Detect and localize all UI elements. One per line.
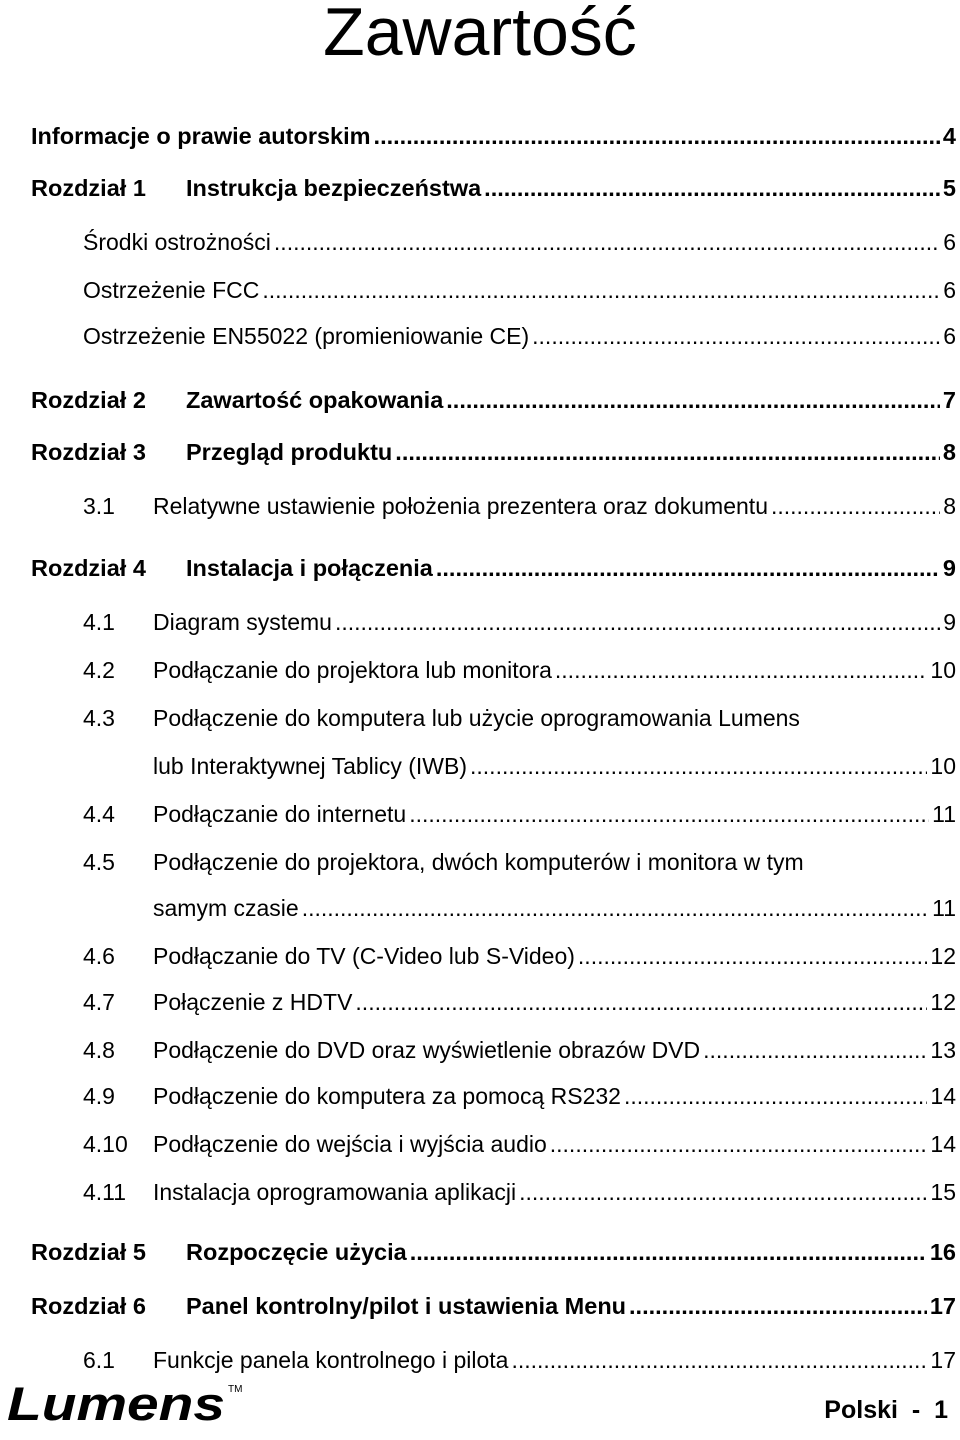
toc-dot-leader bbox=[484, 168, 940, 208]
toc-dot-leader bbox=[355, 982, 927, 1022]
toc-entry[interactable] bbox=[83, 1124, 956, 1164]
toc-dot-leader bbox=[274, 222, 940, 262]
toc-entry[interactable] bbox=[83, 486, 956, 526]
toc-entry[interactable] bbox=[83, 316, 956, 356]
toc-entry[interactable] bbox=[31, 168, 956, 208]
toc-entry-number: 4.1 bbox=[83, 609, 115, 635]
toc-entry[interactable] bbox=[31, 432, 956, 472]
toc-entry-page: 6 bbox=[943, 277, 956, 303]
footer-language: Polski bbox=[824, 1396, 898, 1424]
toc-entry[interactable] bbox=[31, 116, 956, 156]
toc-entry[interactable] bbox=[83, 1340, 956, 1380]
toc-entry-label: Ostrzeżenie EN55022 (promieniowanie CE) bbox=[83, 323, 530, 349]
toc-dot-leader bbox=[578, 936, 927, 976]
toc-entry-number: 4.10 bbox=[83, 1131, 128, 1157]
toc-entry-page: 6 bbox=[943, 229, 956, 255]
toc-dot-leader bbox=[436, 548, 940, 588]
toc-entry-label: Podłączenie do wejścia i wyjścia audio bbox=[153, 1131, 547, 1157]
toc-dot-leader bbox=[629, 1286, 927, 1326]
toc-entry-page: 12 bbox=[930, 989, 956, 1015]
toc-dot-leader bbox=[532, 316, 940, 356]
toc-entry[interactable] bbox=[31, 548, 956, 588]
toc-entry-label: Środki ostrożności bbox=[83, 229, 271, 255]
toc-entry[interactable] bbox=[153, 746, 956, 786]
toc-entry-page: 7 bbox=[942, 387, 956, 413]
toc-entry[interactable] bbox=[83, 270, 956, 310]
toc-dot-leader bbox=[395, 432, 940, 472]
toc-entry-number: Rozdział 2 bbox=[31, 387, 146, 413]
toc-entry-label: Instrukcja bezpieczeństwa bbox=[186, 175, 482, 201]
toc-dot-leader bbox=[302, 888, 929, 928]
toc-entry[interactable] bbox=[31, 380, 956, 420]
toc-entry[interactable] bbox=[83, 650, 956, 690]
toc-entry[interactable] bbox=[83, 842, 956, 882]
toc-dot-leader bbox=[624, 1076, 927, 1116]
toc-entry[interactable] bbox=[83, 936, 956, 976]
toc-entry-number: 4.2 bbox=[83, 657, 115, 683]
toc-entry-label: Funkcje panela kontrolnego i pilota bbox=[153, 1347, 509, 1373]
toc-dot-leader bbox=[409, 794, 929, 834]
toc-entry-number: 4.6 bbox=[83, 943, 115, 969]
toc-entry-label: Przegląd produktu bbox=[186, 439, 393, 465]
toc-entry-label: Zawartość opakowania bbox=[186, 387, 444, 413]
toc-entry-label: Podłączenie do projektora, dwóch komputerów i monitora w tym bbox=[153, 849, 804, 875]
toc-entry-label: samym czasie bbox=[153, 895, 299, 921]
toc-entry-number: 6.1 bbox=[83, 1347, 115, 1373]
toc-entry-number: Rozdział 4 bbox=[31, 555, 146, 581]
toc-entry-label: Podłączanie do projektora lub monitora bbox=[153, 657, 552, 683]
toc-entry-page: 12 bbox=[930, 943, 956, 969]
toc-dot-leader bbox=[555, 650, 928, 690]
toc-entry-number: Rozdział 1 bbox=[31, 175, 146, 201]
toc-dot-leader bbox=[374, 116, 940, 156]
toc-entry-number: Rozdział 5 bbox=[31, 1239, 146, 1265]
toc-entry[interactable] bbox=[83, 794, 956, 834]
toc-entry-number: 4.5 bbox=[83, 849, 115, 875]
toc-entry-page: 16 bbox=[929, 1239, 956, 1265]
page-title: Zawartość bbox=[323, 0, 637, 70]
toc-entry-label: Podłączanie do TV (C-Video lub S-Video) bbox=[153, 943, 575, 969]
toc-entry-label: Relatywne ustawienie położenia prezentera oraz dokumentu bbox=[153, 493, 768, 519]
toc-entry[interactable] bbox=[83, 602, 956, 642]
footer-separator: - bbox=[911, 1396, 921, 1424]
toc-entry-number: Rozdział 3 bbox=[31, 439, 146, 465]
toc-entry-label: Panel kontrolny/pilot i ustawienia Menu bbox=[186, 1293, 627, 1319]
toc-entry-number: Rozdział 6 bbox=[31, 1293, 146, 1319]
toc-entry[interactable] bbox=[83, 1030, 956, 1070]
toc-dot-leader bbox=[410, 1232, 927, 1272]
svg-text:Lumens: Lumens bbox=[7, 1378, 226, 1428]
toc-entry[interactable] bbox=[31, 1286, 956, 1326]
toc-entry-label: Instalacja oprogramowania aplikacji bbox=[153, 1179, 517, 1205]
toc-entry-number: 4.7 bbox=[83, 989, 115, 1015]
toc-entry-page: 6 bbox=[943, 323, 956, 349]
toc-entry-page: 11 bbox=[932, 895, 956, 921]
toc-entry-page: 8 bbox=[943, 493, 956, 519]
toc-entry-page: 10 bbox=[930, 657, 956, 683]
toc-entry[interactable] bbox=[83, 222, 956, 262]
toc-dot-leader bbox=[470, 746, 927, 786]
toc-entry-page: 8 bbox=[942, 439, 956, 465]
toc-dot-leader bbox=[335, 602, 940, 642]
toc-entry-label: Podłączenie do DVD oraz wyświetlenie obrazów DVD bbox=[153, 1037, 701, 1063]
toc-entry-page: 11 bbox=[932, 801, 956, 827]
toc-entry-label: Diagram systemu bbox=[153, 609, 332, 635]
toc-entry[interactable] bbox=[83, 698, 956, 738]
toc-entry-label: Rozpoczęcie użycia bbox=[186, 1239, 407, 1265]
toc-entry-label: Podłączanie do internetu bbox=[153, 801, 407, 827]
footer-page-label bbox=[824, 1396, 948, 1425]
svg-text:TM: TM bbox=[228, 1384, 243, 1395]
toc-entry-page: 14 bbox=[930, 1083, 956, 1109]
toc-entry-page: 10 bbox=[930, 753, 956, 779]
toc-entry[interactable] bbox=[83, 1172, 956, 1212]
footer-page-number: 1 bbox=[934, 1396, 948, 1424]
toc-dot-leader bbox=[519, 1172, 927, 1212]
toc-entry-label: Podłączenie do komputera za pomocą RS232 bbox=[153, 1083, 621, 1109]
toc-entry-label: lub Interaktywnej Tablicy (IWB) bbox=[153, 753, 468, 779]
toc-entry-page: 9 bbox=[943, 609, 956, 635]
toc-entry-number: 4.8 bbox=[83, 1037, 115, 1063]
toc-entry-page: 9 bbox=[942, 555, 956, 581]
toc-entry-label: Połączenie z HDTV bbox=[153, 989, 353, 1015]
toc-entry-label: Podłączenie do komputera lub użycie oprogramowania Lumens bbox=[153, 705, 800, 731]
toc-entry[interactable] bbox=[83, 1076, 956, 1116]
toc-dot-leader bbox=[550, 1124, 928, 1164]
toc-entry-number: 4.4 bbox=[83, 801, 115, 827]
toc-entry[interactable] bbox=[153, 888, 956, 928]
toc-entry-page: 15 bbox=[930, 1179, 956, 1205]
toc-entry-page: 5 bbox=[942, 175, 956, 201]
toc-entry-number: 4.3 bbox=[83, 705, 115, 731]
toc-entry-label: Instalacja i połączenia bbox=[186, 555, 433, 581]
toc-entry[interactable] bbox=[83, 982, 956, 1022]
toc-entry-number: 4.11 bbox=[83, 1179, 127, 1205]
toc-entry-page: 4 bbox=[942, 123, 956, 149]
toc-entry-label: Informacje o prawie autorskim bbox=[31, 123, 371, 149]
toc-entry-label: Ostrzeżenie FCC bbox=[83, 277, 260, 303]
toc-dot-leader bbox=[511, 1340, 927, 1380]
toc-entry-page: 13 bbox=[930, 1037, 956, 1063]
toc-entry-number: 4.9 bbox=[83, 1083, 115, 1109]
toc-entry-number: 3.1 bbox=[83, 493, 115, 519]
toc-entry[interactable] bbox=[31, 1232, 956, 1272]
toc-entry-page: 17 bbox=[930, 1347, 956, 1373]
toc-entry-page: 17 bbox=[929, 1293, 956, 1319]
toc-dot-leader bbox=[771, 486, 940, 526]
lumens-logo bbox=[5, 1378, 245, 1428]
toc-dot-leader bbox=[446, 380, 940, 420]
toc-dot-leader bbox=[262, 270, 940, 310]
toc-entry-page: 14 bbox=[930, 1131, 956, 1157]
toc-dot-leader bbox=[703, 1030, 927, 1070]
